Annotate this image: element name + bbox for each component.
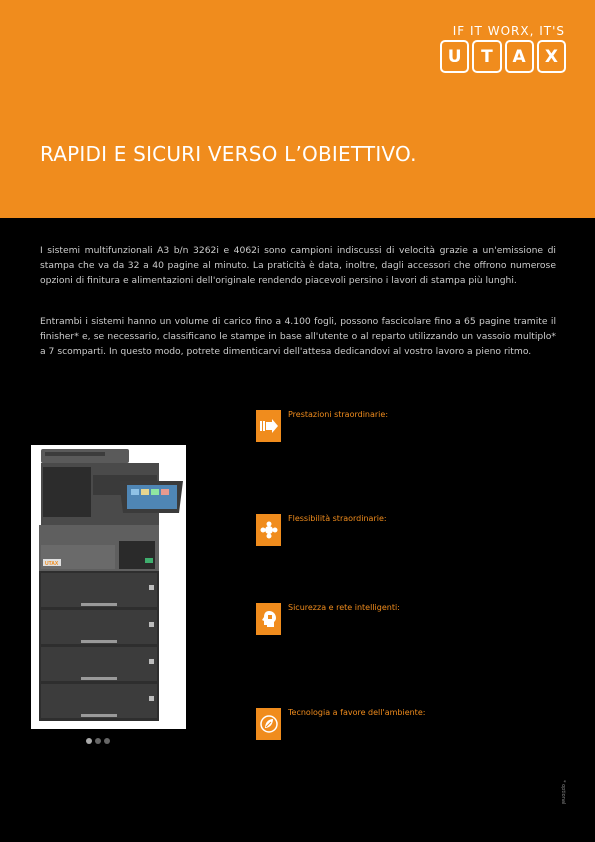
logo-letter-u: U: [440, 40, 469, 73]
leaf-icon: [256, 708, 281, 740]
utax-logo: [440, 40, 566, 73]
feature-security: [256, 603, 556, 643]
brand-tagline: IF IT WORX, IT'S: [452, 24, 565, 38]
logo-letter-a: A: [505, 40, 534, 73]
header-banner: [0, 0, 595, 218]
feature-environment: [256, 708, 556, 748]
printer-illustration: [31, 445, 186, 729]
feature-label: Prestazioni straordinarie:: [288, 410, 389, 419]
intro-paragraph-1: I sistemi multifunzionali A3 b/n 3262i e 4062i sono campioni indiscussi di velocità grazie a un'emissione di stampa che va da 32 a 40 pagine al minuto. La praticità è data, inoltre, dagli accessori che offrono numerose opzioni di finitura e alimentazioni dell'originale rendendo piacevoli persino i lavori di stampa più lunghi.: [40, 245, 556, 286]
puzzle-icon: [256, 514, 281, 546]
intro-paragraph-2: Entrambi i sistemi hanno un volume di carico fino a 4.100 fogli, possono fascicolare fino a 65 pagine tramite il finisher* e, se necessario, classificano le stampe in base all'utente o al reparto utilizzando un vassoio multiplo* a 7 scomparti. In questo modo, potrete dimenticarvi dell'attesa dedicandovi al vostro lavoro a pieno ritmo.: [40, 316, 556, 357]
carousel-dots: [86, 738, 110, 744]
carousel-dot-3[interactable]: [104, 738, 110, 744]
feature-label: Sicurezza e rete intelligenti:: [288, 603, 400, 612]
arrow-right-icon: [256, 410, 281, 442]
feature-label: Flessibilità straordinarie:: [288, 514, 387, 523]
carousel-dot-1[interactable]: [86, 738, 92, 744]
page-headline: RAPIDI E SICURI VERSO L’OBIETTIVO.: [40, 142, 417, 166]
optional-footnote: * optional: [560, 780, 566, 805]
logo-letter-x: X: [537, 40, 566, 73]
printer-brand-label: UTAX: [45, 561, 59, 567]
feature-performance: [256, 410, 556, 450]
product-image: [31, 445, 186, 729]
feature-label: Tecnologia a favore dell'ambiente:: [288, 708, 426, 717]
logo-letter-t: T: [472, 40, 501, 73]
carousel-dot-2[interactable]: [95, 738, 101, 744]
head-icon: [256, 603, 281, 635]
feature-flexibility: [256, 514, 556, 554]
